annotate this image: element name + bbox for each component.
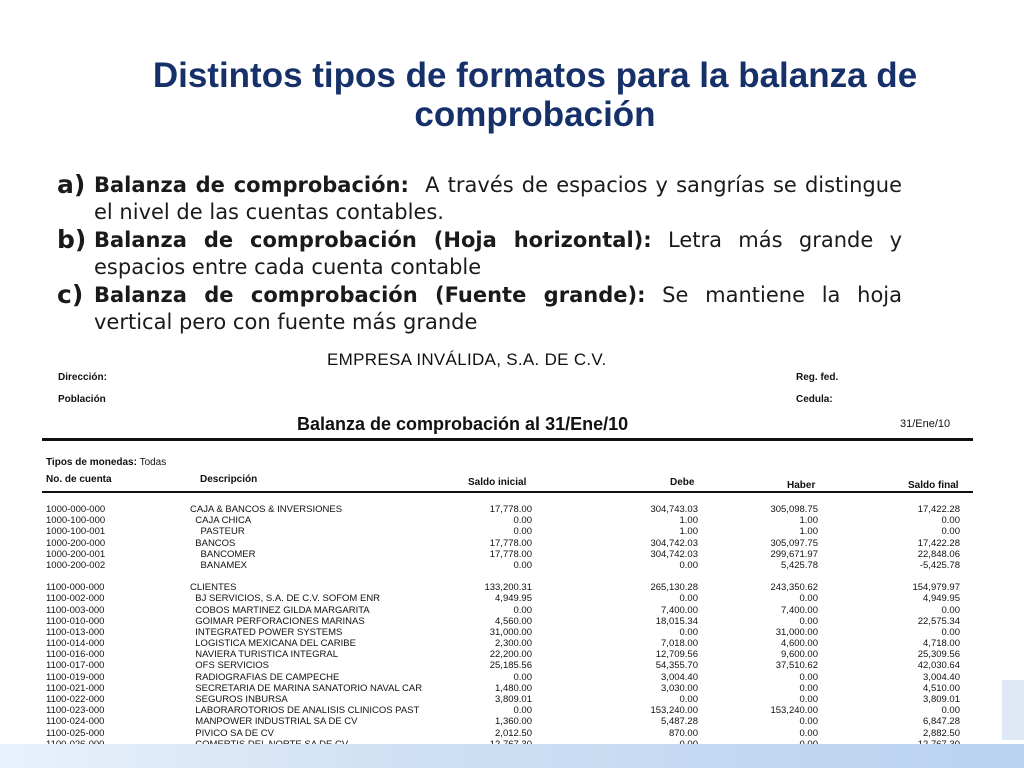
direccion-label: Dirección: — [58, 372, 107, 383]
saldo-final-value: 3,004.40 — [923, 671, 960, 683]
table-row — [42, 728, 977, 739]
table-row — [42, 716, 977, 727]
account-number: 1100-025-000 — [46, 727, 105, 739]
haber-value: 299,671.97 — [770, 548, 818, 560]
account-description: CAJA & BANCOS & INVERSIONES — [190, 504, 343, 515]
debe-value: 54,355.70 — [655, 660, 698, 672]
haber-value: 0.00 — [799, 716, 818, 728]
debe-value: 304,742.03 — [650, 537, 698, 549]
haber-value: 1.00 — [799, 515, 818, 527]
haber-value: 0.00 — [799, 615, 818, 627]
account-description: COBOS MARTINEZ GILDA MARGARITA — [190, 604, 370, 616]
table-row — [42, 538, 977, 549]
account-rows — [42, 504, 977, 748]
account-number: 1100-021-000 — [46, 682, 105, 694]
account-description: INTEGRATED POWER SYSTEMS — [190, 626, 343, 638]
decorative-bar — [1002, 680, 1024, 740]
saldo-inicial-value: 3,809.01 — [495, 694, 532, 705]
table-row — [42, 560, 977, 571]
saldo-inicial-value: 17,778.00 — [489, 548, 532, 560]
account-number: 1100-023-000 — [46, 705, 105, 717]
haber-value: 7,400.00 — [781, 604, 818, 616]
account-number: 1100-014-000 — [46, 638, 105, 650]
debe-value: 7,400.00 — [661, 604, 698, 616]
saldo-final-value: 0.00 — [941, 515, 960, 527]
account-description: GOIMAR PERFORACIONES MARINAS — [190, 615, 365, 627]
report-date: 31/Ene/10 — [900, 418, 951, 430]
bullet-item — [57, 280, 909, 336]
regfed-label: Reg. fed. — [796, 372, 839, 383]
table-row — [42, 605, 977, 616]
debe-value: 0.00 — [679, 626, 698, 638]
table-row — [42, 694, 977, 705]
slide-title: Distintos tipos de formatos para la balanza de comprobación — [152, 56, 918, 134]
debe-value: 304,742.03 — [650, 548, 698, 560]
bullet-marker: c) — [57, 280, 84, 309]
account-number: 1000-100-000 — [46, 515, 106, 527]
debe-value: 18,015.34 — [655, 615, 698, 627]
bullet-lead: Balanza de comprobación (Hoja horizontal): — [94, 228, 652, 252]
saldo-inicial-value: 25,185.56 — [489, 660, 532, 672]
account-number: 1100-003-000 — [46, 604, 105, 616]
account-number: 1100-010-000 — [46, 615, 105, 627]
debe-value: 870.00 — [668, 727, 698, 739]
col-header-saldo-inicial: Saldo inicial — [468, 477, 527, 488]
account-number: 1100-017-000 — [46, 660, 105, 672]
table-row — [42, 672, 977, 683]
haber-value: 4,600.00 — [781, 638, 818, 650]
saldo-final-value: 22,848.06 — [917, 548, 960, 560]
saldo-inicial-value: 4,560.00 — [495, 615, 532, 627]
table-row — [42, 638, 977, 649]
debe-value: 3,030.00 — [661, 682, 698, 694]
monedas-value: Todas — [139, 457, 167, 468]
bullet-text: Letra más grande y espacios entre cada cuenta contable — [94, 228, 909, 279]
debe-value: 153,240.00 — [650, 705, 698, 717]
divider — [42, 438, 973, 441]
account-description: MANPOWER INDUSTRIAL SA DE CV — [190, 716, 358, 728]
debe-value: 7,018.00 — [661, 638, 698, 650]
table-row — [42, 627, 977, 638]
saldo-final-value: 17,422.28 — [917, 504, 960, 515]
balance-report-image — [42, 346, 977, 748]
saldo-inicial-value: 4,949.95 — [495, 593, 532, 605]
haber-value: 37,510.62 — [775, 660, 818, 672]
account-number: 1100-002-000 — [46, 593, 105, 605]
bullet-text: Se mantiene la hoja vertical pero con fuente más grande — [94, 283, 909, 334]
account-description: CLIENTES — [190, 582, 237, 594]
table-row — [42, 515, 977, 526]
haber-value: 305,098.75 — [770, 504, 818, 515]
bullet-marker: b) — [57, 225, 87, 254]
debe-value: 1.00 — [679, 515, 698, 527]
account-description: BANCOMER — [190, 548, 256, 560]
account-number: 1100-000-000 — [46, 582, 105, 594]
saldo-final-value: 4,510.00 — [923, 682, 960, 694]
account-description: PASTEUR — [190, 526, 245, 538]
haber-value: 0.00 — [799, 727, 818, 739]
account-number: 1000-200-000 — [46, 537, 106, 549]
bullet-marker: a) — [57, 170, 86, 199]
account-description: RADIOGRAFIAS DE CAMPECHE — [190, 671, 340, 683]
haber-value: 0.00 — [799, 593, 818, 605]
bullet-item — [57, 170, 909, 226]
haber-value: 9,600.00 — [781, 649, 818, 661]
haber-value: 0.00 — [799, 694, 818, 705]
account-number: 1000-000-000 — [46, 504, 106, 515]
debe-value: 3,004.40 — [661, 671, 698, 683]
col-header-saldo-final: Saldo final — [908, 480, 959, 491]
account-description: BANCOS — [190, 537, 236, 549]
debe-value: 265,130.28 — [650, 582, 698, 594]
table-row — [42, 616, 977, 627]
saldo-inicial-value: 22,200.00 — [489, 649, 532, 661]
account-description: SEGUROS INBURSA — [190, 694, 288, 705]
table-row — [42, 705, 977, 716]
table-row — [42, 649, 977, 660]
saldo-final-value: 25,309.56 — [917, 649, 960, 661]
saldo-final-value: 154,979.97 — [912, 582, 960, 594]
haber-value: 305,097.75 — [770, 537, 818, 549]
haber-value: 243,350.62 — [770, 582, 818, 594]
col-header-cuenta: No. de cuenta — [46, 474, 112, 485]
saldo-final-value: 0.00 — [941, 705, 960, 717]
debe-value: 0.00 — [679, 593, 698, 605]
saldo-final-value: 0.00 — [941, 626, 960, 638]
table-row — [42, 549, 977, 560]
saldo-final-value: 0.00 — [941, 526, 960, 538]
saldo-final-value: 4,949.95 — [923, 593, 960, 605]
saldo-inicial-value: 0.00 — [513, 515, 532, 527]
saldo-final-value: 2,882.50 — [923, 727, 960, 739]
account-description: BANAMEX — [190, 559, 248, 571]
table-row — [42, 683, 977, 694]
company-name: EMPRESA INVÁLIDA, S.A. DE C.V. — [327, 350, 607, 369]
table-row — [42, 660, 977, 671]
account-description: PIVICO SA DE CV — [190, 727, 274, 739]
saldo-final-value: 42,030.64 — [917, 660, 960, 672]
account-description: CAJA CHICA — [190, 515, 252, 527]
account-number: 1100-013-000 — [46, 626, 105, 638]
col-header-descripcion: Descripción — [200, 474, 258, 485]
table-row — [42, 593, 977, 604]
saldo-inicial-value: 0.00 — [513, 604, 532, 616]
haber-value: 5,425.78 — [781, 559, 818, 571]
saldo-inicial-value: 31,000.00 — [489, 626, 532, 638]
bullet-list — [57, 170, 909, 337]
bullet-text: A través de espacios y sangrías se distingue el nivel de las cuentas contables. — [94, 173, 909, 224]
divider — [42, 491, 973, 493]
account-description: LOGISTICA MEXICANA DEL CARIBE — [190, 638, 356, 650]
haber-value: 31,000.00 — [775, 626, 818, 638]
account-description: BJ SERVICIOS, S.A. DE C.V. SOFOM ENR — [190, 593, 381, 605]
bullet-lead: Balanza de comprobación: — [94, 173, 409, 197]
haber-value: 0.00 — [799, 682, 818, 694]
account-number: 1100-024-000 — [46, 716, 105, 728]
footer-band — [0, 744, 1024, 768]
account-number: 1000-100-001 — [46, 526, 106, 538]
saldo-final-value: 6,847.28 — [923, 716, 960, 728]
table-row — [42, 582, 977, 593]
debe-value: 1.00 — [679, 526, 698, 538]
bullet-item — [57, 225, 909, 281]
debe-value: 12,709.56 — [655, 649, 698, 661]
table-row — [42, 504, 977, 515]
debe-value: 0.00 — [679, 694, 698, 705]
account-number: 1000-200-001 — [46, 548, 106, 560]
col-header-debe: Debe — [670, 477, 695, 488]
account-description: LABORAROTORIOS DE ANALISIS CLINICOS PAST — [190, 705, 420, 717]
saldo-final-value: 3,809.01 — [923, 694, 960, 705]
saldo-inicial-value: 0.00 — [513, 526, 532, 538]
debe-value: 304,743.03 — [650, 504, 698, 515]
poblacion-label: Población — [58, 394, 106, 405]
bullet-lead: Balanza de comprobación (Fuente grande): — [94, 283, 646, 307]
saldo-inicial-value: 1,480.00 — [495, 682, 532, 694]
account-number: 1000-200-002 — [46, 559, 106, 571]
saldo-final-value: 4,718.00 — [923, 638, 960, 650]
debe-value: 0.00 — [679, 559, 698, 571]
report-title: Balanza de comprobación al 31/Ene/10 — [297, 414, 629, 434]
cedula-label: Cedula: — [796, 394, 833, 405]
saldo-inicial-value: 17,778.00 — [489, 537, 532, 549]
account-description: SECRETARIA DE MARINA SANATORIO NAVAL CAR — [190, 682, 423, 694]
saldo-inicial-value: 0.00 — [513, 671, 532, 683]
haber-value: 153,240.00 — [770, 705, 818, 717]
saldo-inicial-value: 0.00 — [513, 705, 532, 717]
saldo-inicial-value: 1,360.00 — [495, 716, 532, 728]
saldo-final-value: 22,575.34 — [917, 615, 960, 627]
haber-value: 1.00 — [799, 526, 818, 538]
col-header-haber: Haber — [787, 480, 816, 491]
saldo-final-value: -5,425.78 — [919, 559, 960, 571]
account-number: 1100-022-000 — [46, 694, 105, 705]
account-number: 1100-019-000 — [46, 671, 105, 683]
saldo-inicial-value: 0.00 — [513, 559, 532, 571]
account-description: NAVIERA TURISTICA INTEGRAL — [190, 649, 338, 661]
saldo-final-value: 17,422.28 — [917, 537, 960, 549]
account-number: 1100-016-000 — [46, 649, 105, 661]
table-row — [42, 526, 977, 537]
saldo-inicial-value: 2,012.50 — [495, 727, 532, 739]
account-description: OFS SERVICIOS — [190, 660, 270, 672]
saldo-inicial-value: 17,778.00 — [489, 504, 532, 515]
monedas-line — [46, 457, 166, 468]
haber-value: 0.00 — [799, 671, 818, 683]
debe-value: 5,487.28 — [661, 716, 698, 728]
saldo-inicial-value: 2,300.00 — [495, 638, 532, 650]
monedas-label: Tipos de monedas: — [46, 457, 137, 468]
saldo-inicial-value: 133,200.31 — [484, 582, 532, 594]
saldo-final-value: 0.00 — [941, 604, 960, 616]
